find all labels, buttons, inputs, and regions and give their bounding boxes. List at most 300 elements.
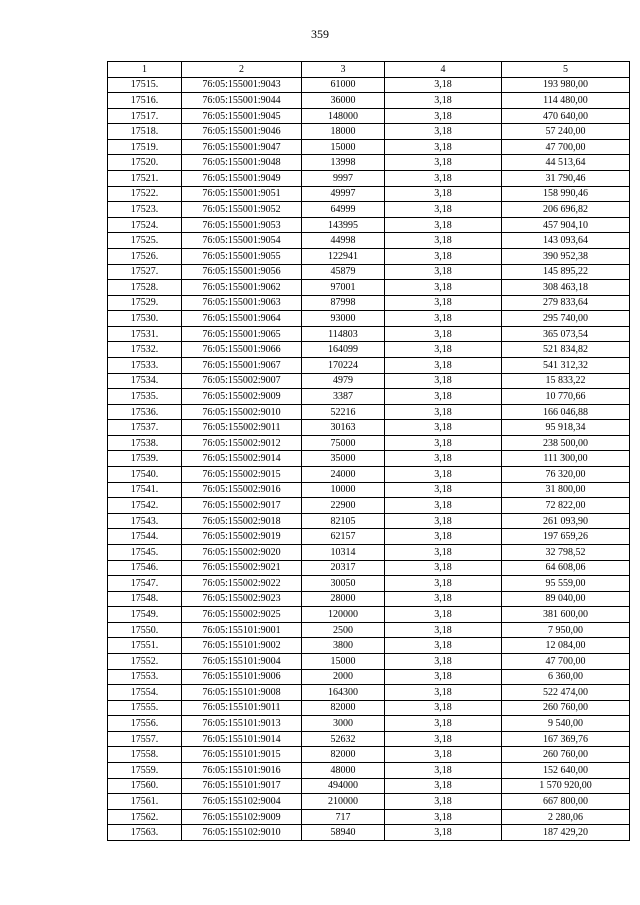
amount-cell: 32 798,52 [502,544,630,560]
row-number-cell: 17548. [108,591,182,607]
area-cell: 114803 [302,326,385,342]
area-cell: 164300 [302,685,385,701]
rate-cell: 3,18 [385,467,502,483]
area-cell: 3387 [302,389,385,405]
area-cell: 52216 [302,404,385,420]
area-cell: 120000 [302,607,385,623]
amount-cell: 10 770,66 [502,389,630,405]
row-number-cell: 17547. [108,576,182,592]
column-header-2: 2 [182,62,302,78]
cadastral-number-cell: 76:05:155101:9004 [182,653,302,669]
cadastral-number-cell: 76:05:155002:9023 [182,591,302,607]
rate-cell: 3,18 [385,529,502,545]
cadastral-number-cell: 76:05:155002:9025 [182,607,302,623]
area-cell: 210000 [302,794,385,810]
table-row [108,342,630,358]
cadastral-number-cell: 76:05:155002:9009 [182,389,302,405]
rate-cell: 3,18 [385,264,502,280]
rate-cell: 3,18 [385,809,502,825]
rate-cell: 3,18 [385,498,502,514]
rate-cell: 3,18 [385,342,502,358]
row-number-cell: 17524. [108,217,182,233]
row-number-cell: 17523. [108,202,182,218]
area-cell: 122941 [302,248,385,264]
table-row [108,513,630,529]
rate-cell: 3,18 [385,763,502,779]
amount-cell: 89 040,00 [502,591,630,607]
rate-cell: 3,18 [385,700,502,716]
amount-cell: 295 740,00 [502,311,630,327]
table-row [108,248,630,264]
area-cell: 36000 [302,93,385,109]
rate-cell: 3,18 [385,544,502,560]
rate-cell: 3,18 [385,451,502,467]
row-number-cell: 17536. [108,404,182,420]
rate-cell: 3,18 [385,280,502,296]
table-row [108,139,630,155]
cadastral-number-cell: 76:05:155001:9052 [182,202,302,218]
area-cell: 30050 [302,576,385,592]
amount-cell: 260 760,00 [502,747,630,763]
cadastral-number-cell: 76:05:155001:9044 [182,93,302,109]
amount-cell: 390 952,38 [502,248,630,264]
area-cell: 22900 [302,498,385,514]
cadastral-number-cell: 76:05:155102:9009 [182,809,302,825]
column-header-5: 5 [502,62,630,78]
amount-cell: 381 600,00 [502,607,630,623]
row-number-cell: 17554. [108,685,182,701]
amount-cell: 470 640,00 [502,108,630,124]
rate-cell: 3,18 [385,389,502,405]
rate-cell: 3,18 [385,747,502,763]
table-row [108,451,630,467]
cadastral-number-cell: 76:05:155101:9006 [182,669,302,685]
table-row [108,482,630,498]
cadastral-number-cell: 76:05:155002:9022 [182,576,302,592]
amount-cell: 145 895,22 [502,264,630,280]
area-cell: 62157 [302,529,385,545]
amount-cell: 9 540,00 [502,716,630,732]
data-table [107,61,630,841]
row-number-cell: 17540. [108,467,182,483]
table-row [108,77,630,93]
area-cell: 58940 [302,825,385,841]
area-cell: 64999 [302,202,385,218]
table-row [108,825,630,841]
amount-cell: 95 918,34 [502,420,630,436]
cadastral-number-cell: 76:05:155001:9063 [182,295,302,311]
area-cell: 61000 [302,77,385,93]
row-number-cell: 17518. [108,124,182,140]
table-row [108,794,630,810]
row-number-cell: 17529. [108,295,182,311]
cadastral-number-cell: 76:05:155001:9053 [182,217,302,233]
amount-cell: 6 360,00 [502,669,630,685]
table-row [108,467,630,483]
rate-cell: 3,18 [385,233,502,249]
rate-cell: 3,18 [385,622,502,638]
amount-cell: 76 320,00 [502,467,630,483]
row-number-cell: 17551. [108,638,182,654]
column-header-1: 1 [108,62,182,78]
row-number-cell: 17522. [108,186,182,202]
row-number-cell: 17561. [108,794,182,810]
cadastral-number-cell: 76:05:155101:9014 [182,731,302,747]
area-cell: 2000 [302,669,385,685]
amount-cell: 15 833,22 [502,373,630,389]
cadastral-number-cell: 76:05:155002:9015 [182,467,302,483]
cadastral-number-cell: 76:05:155101:9008 [182,685,302,701]
rate-cell: 3,18 [385,420,502,436]
amount-cell: 521 834,82 [502,342,630,358]
cadastral-number-cell: 76:05:155101:9017 [182,778,302,794]
cadastral-number-cell: 76:05:155101:9011 [182,700,302,716]
amount-cell: 95 559,00 [502,576,630,592]
cadastral-number-cell: 76:05:155001:9043 [182,77,302,93]
table-row [108,498,630,514]
table-row [108,747,630,763]
row-number-cell: 17544. [108,529,182,545]
area-cell: 15000 [302,653,385,669]
table-row [108,653,630,669]
table-row [108,763,630,779]
table-row [108,700,630,716]
table-row [108,607,630,623]
amount-cell: 12 084,00 [502,638,630,654]
table-row [108,529,630,545]
cadastral-number-cell: 76:05:155002:9012 [182,435,302,451]
cadastral-number-cell: 76:05:155002:9019 [182,529,302,545]
row-number-cell: 17541. [108,482,182,498]
area-cell: 494000 [302,778,385,794]
table-row [108,778,630,794]
table-row [108,420,630,436]
rate-cell: 3,18 [385,482,502,498]
area-cell: 35000 [302,451,385,467]
table-row [108,669,630,685]
cadastral-number-cell: 76:05:155001:9047 [182,139,302,155]
cadastral-number-cell: 76:05:155001:9056 [182,264,302,280]
amount-cell: 206 696,82 [502,202,630,218]
table-row [108,560,630,576]
table-body [108,77,630,840]
cadastral-number-cell: 76:05:155001:9067 [182,357,302,373]
row-number-cell: 17552. [108,653,182,669]
table-row [108,716,630,732]
amount-cell: 143 093,64 [502,233,630,249]
amount-cell: 238 500,00 [502,435,630,451]
area-cell: 20317 [302,560,385,576]
rate-cell: 3,18 [385,108,502,124]
cadastral-number-cell: 76:05:155001:9064 [182,311,302,327]
row-number-cell: 17542. [108,498,182,514]
cadastral-number-cell: 76:05:155101:9001 [182,622,302,638]
row-number-cell: 17527. [108,264,182,280]
rate-cell: 3,18 [385,326,502,342]
row-number-cell: 17545. [108,544,182,560]
rate-cell: 3,18 [385,77,502,93]
rate-cell: 3,18 [385,669,502,685]
amount-cell: 279 833,64 [502,295,630,311]
table-row [108,373,630,389]
rate-cell: 3,18 [385,560,502,576]
rate-cell: 3,18 [385,685,502,701]
area-cell: 30163 [302,420,385,436]
cadastral-number-cell: 76:05:155101:9013 [182,716,302,732]
row-number-cell: 17538. [108,435,182,451]
row-number-cell: 17526. [108,248,182,264]
amount-cell: 166 046,88 [502,404,630,420]
amount-cell: 47 700,00 [502,653,630,669]
rate-cell: 3,18 [385,186,502,202]
amount-cell: 47 700,00 [502,139,630,155]
cadastral-number-cell: 76:05:155002:9007 [182,373,302,389]
column-header-4: 4 [385,62,502,78]
amount-cell: 261 093,90 [502,513,630,529]
cadastral-number-cell: 76:05:155101:9002 [182,638,302,654]
amount-cell: 193 980,00 [502,77,630,93]
area-cell: 10314 [302,544,385,560]
rate-cell: 3,18 [385,139,502,155]
row-number-cell: 17562. [108,809,182,825]
amount-cell: 1 570 920,00 [502,778,630,794]
cadastral-number-cell: 76:05:155002:9010 [182,404,302,420]
row-number-cell: 17519. [108,139,182,155]
row-number-cell: 17515. [108,77,182,93]
row-number-cell: 17520. [108,155,182,171]
rate-cell: 3,18 [385,311,502,327]
amount-cell: 522 474,00 [502,685,630,701]
rate-cell: 3,18 [385,155,502,171]
table-row [108,404,630,420]
area-cell: 148000 [302,108,385,124]
amount-cell: 365 073,54 [502,326,630,342]
rate-cell: 3,18 [385,778,502,794]
row-number-cell: 17557. [108,731,182,747]
rate-cell: 3,18 [385,435,502,451]
cadastral-number-cell: 76:05:155001:9051 [182,186,302,202]
cadastral-number-cell: 76:05:155001:9066 [182,342,302,358]
rate-cell: 3,18 [385,404,502,420]
row-number-cell: 17543. [108,513,182,529]
area-cell: 18000 [302,124,385,140]
rate-cell: 3,18 [385,93,502,109]
table-row [108,622,630,638]
cadastral-number-cell: 76:05:155001:9049 [182,171,302,187]
cadastral-number-cell: 76:05:155002:9016 [182,482,302,498]
cadastral-number-cell: 76:05:155002:9014 [182,451,302,467]
area-cell: 82000 [302,700,385,716]
table-row [108,357,630,373]
amount-cell: 167 369,76 [502,731,630,747]
table-row [108,93,630,109]
table-row [108,217,630,233]
row-number-cell: 17534. [108,373,182,389]
area-cell: 2500 [302,622,385,638]
cadastral-number-cell: 76:05:155002:9021 [182,560,302,576]
cadastral-number-cell: 76:05:155101:9016 [182,763,302,779]
table-row [108,124,630,140]
amount-cell: 158 990,46 [502,186,630,202]
table-row [108,809,630,825]
amount-cell: 7 950,00 [502,622,630,638]
rate-cell: 3,18 [385,373,502,389]
amount-cell: 31 800,00 [502,482,630,498]
cadastral-number-cell: 76:05:155002:9017 [182,498,302,514]
row-number-cell: 17546. [108,560,182,576]
row-number-cell: 17521. [108,171,182,187]
area-cell: 44998 [302,233,385,249]
row-number-cell: 17560. [108,778,182,794]
row-number-cell: 17532. [108,342,182,358]
row-number-cell: 17516. [108,93,182,109]
rate-cell: 3,18 [385,653,502,669]
area-cell: 24000 [302,467,385,483]
area-cell: 170224 [302,357,385,373]
cadastral-number-cell: 76:05:155002:9011 [182,420,302,436]
amount-cell: 111 300,00 [502,451,630,467]
amount-cell: 64 608,06 [502,560,630,576]
amount-cell: 197 659,26 [502,529,630,545]
rate-cell: 3,18 [385,217,502,233]
table-row [108,202,630,218]
rate-cell: 3,18 [385,124,502,140]
cadastral-number-cell: 76:05:155001:9065 [182,326,302,342]
area-cell: 164099 [302,342,385,358]
row-number-cell: 17555. [108,700,182,716]
row-number-cell: 17528. [108,280,182,296]
row-number-cell: 17530. [108,311,182,327]
rate-cell: 3,18 [385,731,502,747]
table-row [108,638,630,654]
row-number-cell: 17556. [108,716,182,732]
rate-cell: 3,18 [385,794,502,810]
cadastral-number-cell: 76:05:155001:9046 [182,124,302,140]
amount-cell: 114 480,00 [502,93,630,109]
table-row [108,591,630,607]
amount-cell: 457 904,10 [502,217,630,233]
cadastral-number-cell: 76:05:155102:9010 [182,825,302,841]
table-row [108,544,630,560]
area-cell: 3000 [302,716,385,732]
table-row [108,731,630,747]
area-cell: 143995 [302,217,385,233]
area-cell: 82105 [302,513,385,529]
cadastral-number-cell: 76:05:155001:9054 [182,233,302,249]
area-cell: 15000 [302,139,385,155]
table-row [108,576,630,592]
row-number-cell: 17535. [108,389,182,405]
cadastral-number-cell: 76:05:155002:9018 [182,513,302,529]
rate-cell: 3,18 [385,357,502,373]
row-number-cell: 17517. [108,108,182,124]
amount-cell: 308 463,18 [502,280,630,296]
table-row [108,155,630,171]
amount-cell: 260 760,00 [502,700,630,716]
table-row [108,435,630,451]
rate-cell: 3,18 [385,295,502,311]
rate-cell: 3,18 [385,171,502,187]
row-number-cell: 17537. [108,420,182,436]
table-row [108,108,630,124]
table-row [108,311,630,327]
area-cell: 75000 [302,435,385,451]
area-cell: 48000 [302,763,385,779]
row-number-cell: 17558. [108,747,182,763]
area-cell: 82000 [302,747,385,763]
cadastral-number-cell: 76:05:155002:9020 [182,544,302,560]
table-row [108,186,630,202]
table-row [108,171,630,187]
area-cell: 717 [302,809,385,825]
table-row [108,233,630,249]
row-number-cell: 17550. [108,622,182,638]
row-number-cell: 17559. [108,763,182,779]
amount-cell: 31 790,46 [502,171,630,187]
cadastral-number-cell: 76:05:155102:9004 [182,794,302,810]
area-cell: 28000 [302,591,385,607]
cadastral-number-cell: 76:05:155001:9055 [182,248,302,264]
cadastral-number-cell: 76:05:155001:9062 [182,280,302,296]
row-number-cell: 17563. [108,825,182,841]
row-number-cell: 17549. [108,607,182,623]
amount-cell: 541 312,32 [502,357,630,373]
table-row [108,326,630,342]
area-cell: 10000 [302,482,385,498]
row-number-cell: 17525. [108,233,182,249]
table-row [108,264,630,280]
amount-cell: 667 800,00 [502,794,630,810]
area-cell: 4979 [302,373,385,389]
amount-cell: 72 822,00 [502,498,630,514]
area-cell: 49997 [302,186,385,202]
cadastral-number-cell: 76:05:155001:9048 [182,155,302,171]
rate-cell: 3,18 [385,576,502,592]
rate-cell: 3,18 [385,248,502,264]
rate-cell: 3,18 [385,607,502,623]
area-cell: 13998 [302,155,385,171]
cadastral-number-cell: 76:05:155101:9015 [182,747,302,763]
area-cell: 97001 [302,280,385,296]
row-number-cell: 17539. [108,451,182,467]
area-cell: 52632 [302,731,385,747]
rate-cell: 3,18 [385,591,502,607]
cadastral-number-cell: 76:05:155001:9045 [182,108,302,124]
row-number-cell: 17531. [108,326,182,342]
row-number-cell: 17553. [108,669,182,685]
amount-cell: 57 240,00 [502,124,630,140]
table-row [108,389,630,405]
row-number-cell: 17533. [108,357,182,373]
amount-cell: 152 640,00 [502,763,630,779]
column-header-3: 3 [302,62,385,78]
header-row [108,62,630,78]
amount-cell: 44 513,64 [502,155,630,171]
table-row [108,280,630,296]
rate-cell: 3,18 [385,825,502,841]
table-row [108,295,630,311]
area-cell: 9997 [302,171,385,187]
rate-cell: 3,18 [385,638,502,654]
area-cell: 87998 [302,295,385,311]
area-cell: 45879 [302,264,385,280]
rate-cell: 3,18 [385,202,502,218]
area-cell: 93000 [302,311,385,327]
rate-cell: 3,18 [385,716,502,732]
table-row [108,685,630,701]
rate-cell: 3,18 [385,513,502,529]
area-cell: 3800 [302,638,385,654]
